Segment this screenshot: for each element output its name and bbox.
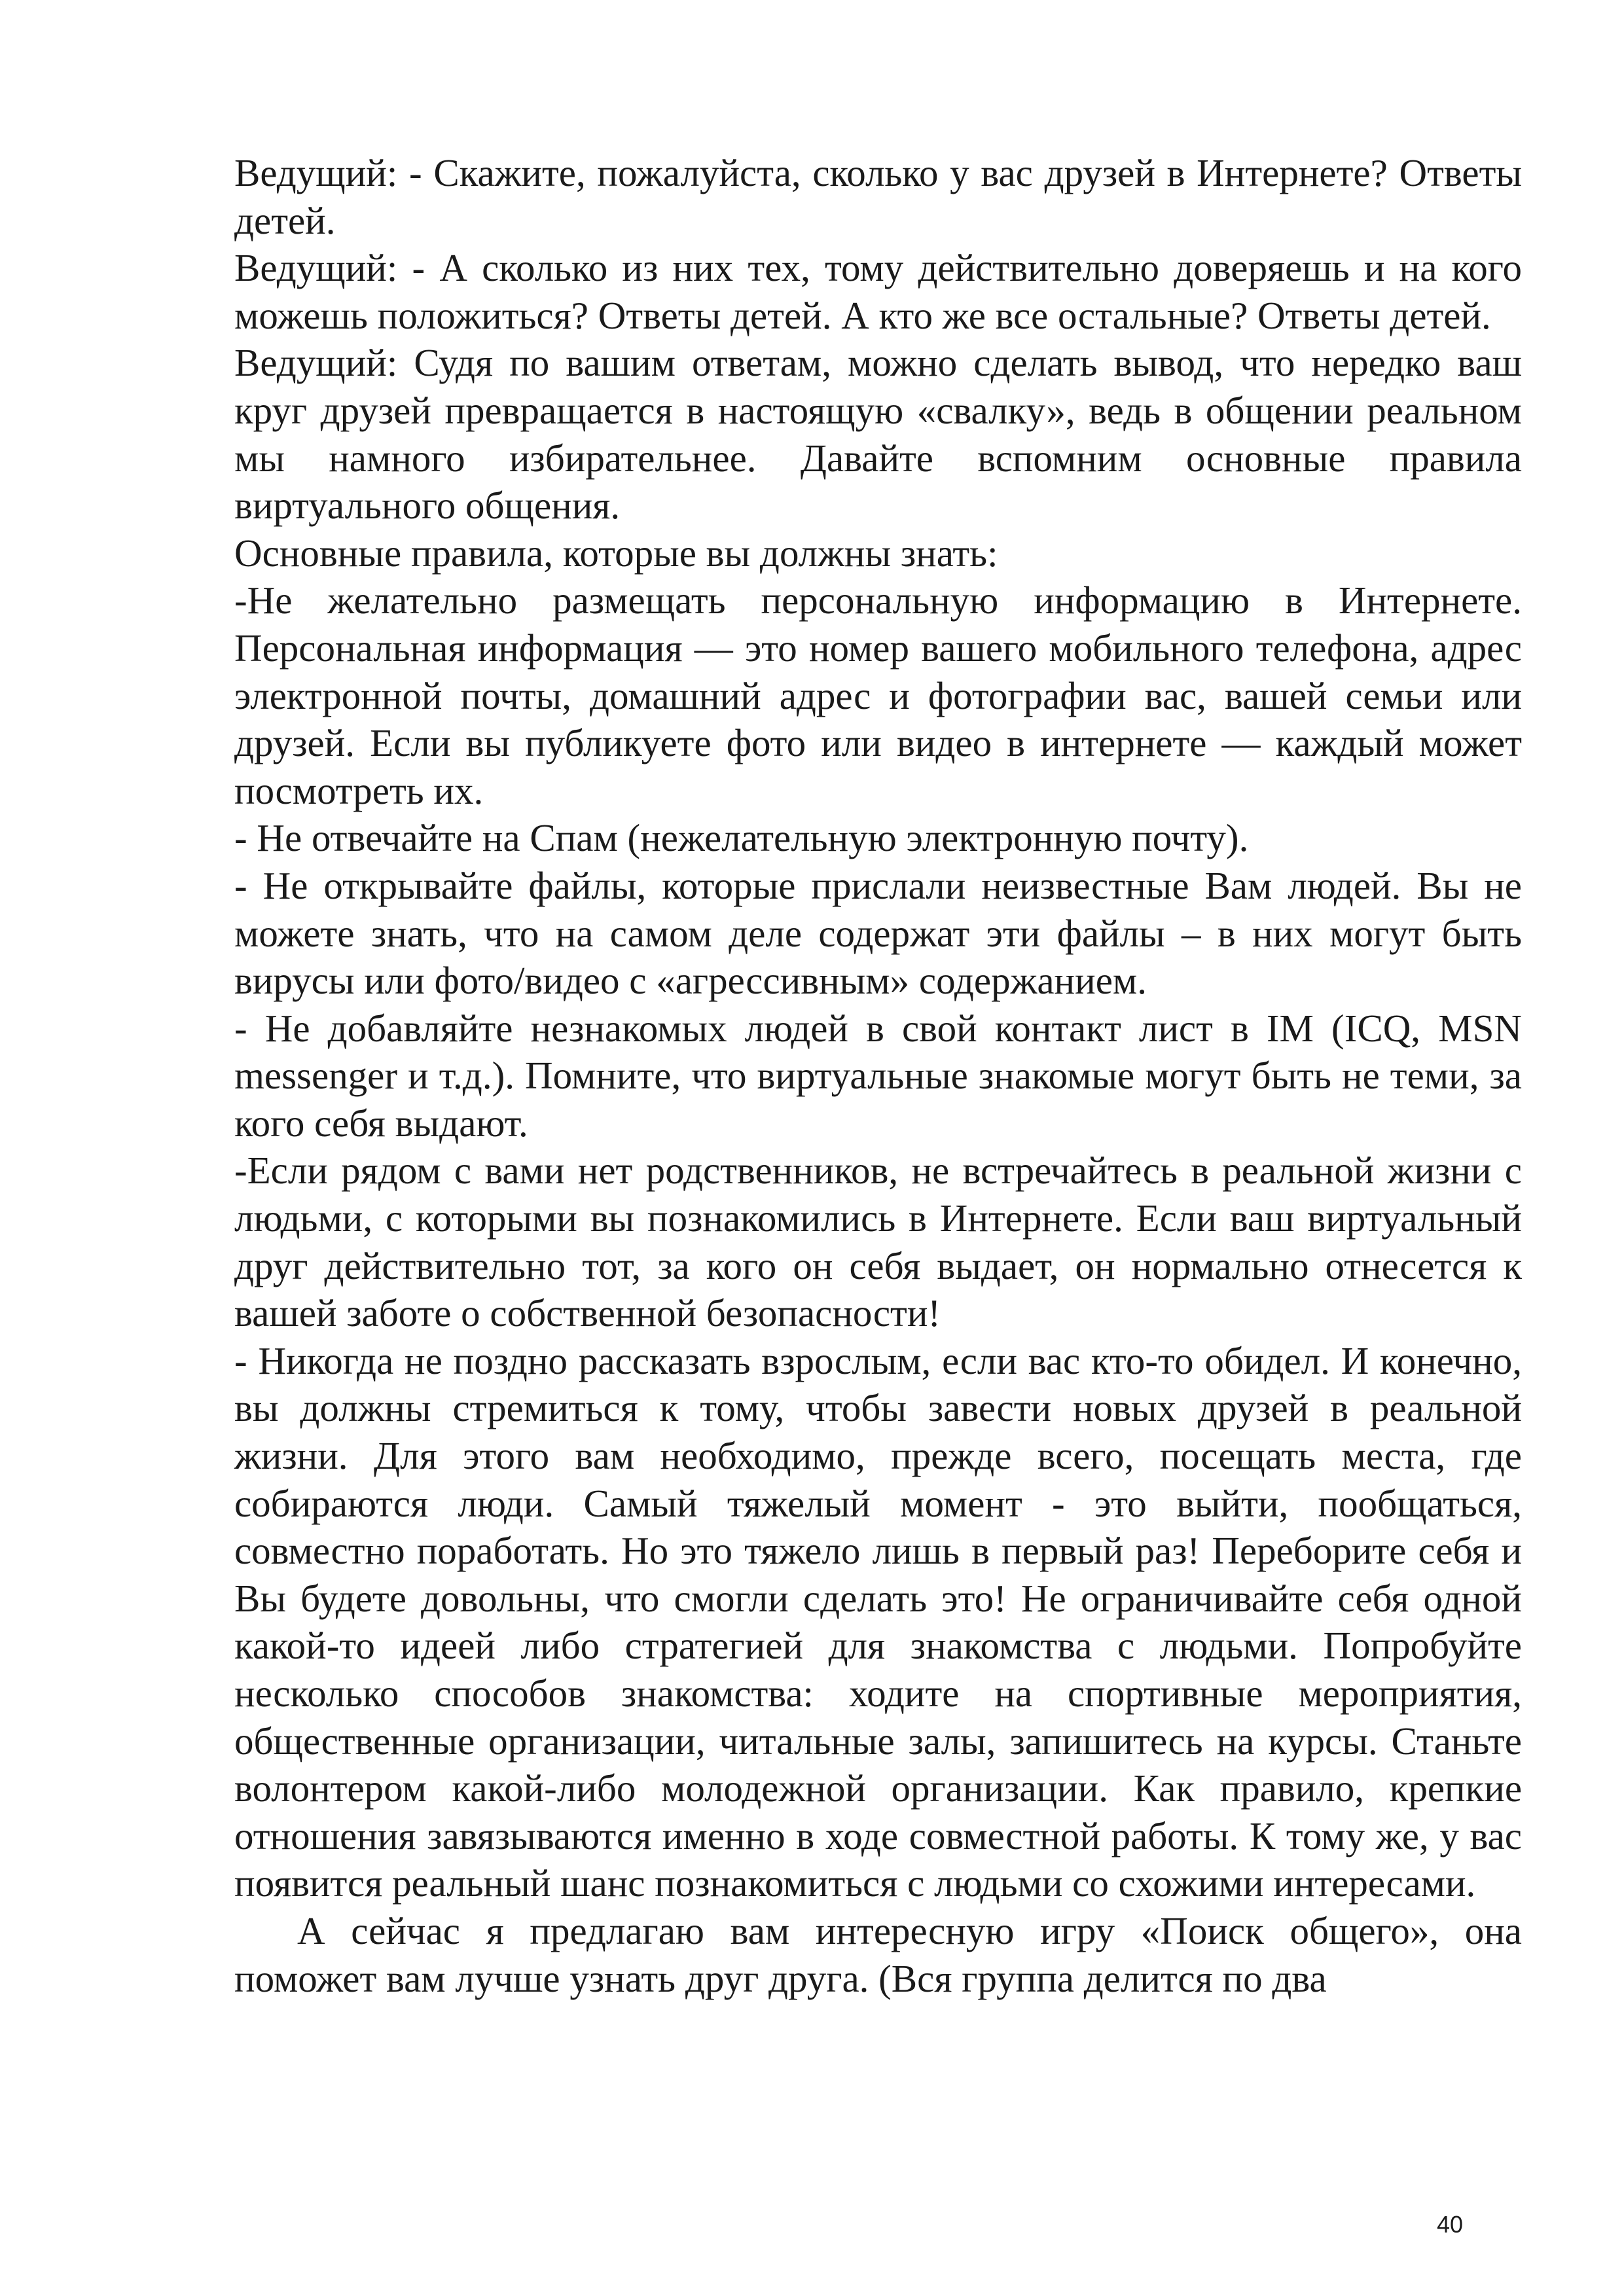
paragraph-game-intro: А сейчас я предлагаю вам интересную игру «Поиск общего», она поможет вам лучше узнать друг друга. (Вся группа делится по два xyxy=(234,1909,1522,2000)
rule-tell-adults: - Никогда не поздно рассказать взрослым, если вас кто-то обидел. И конечно, вы должны стремиться к тому, чтобы завести новых друзей в реальной жизни. Для этого вам необходимо, прежде всего, посещать места, где собираются люди. Самый тяжелый момент - это выйти, пообщаться, совместно поработать. Но это тяжело лишь в первый раз! Переборите себя и Вы будете довольны, что смогли сделать это! Не ограничивайте себя одной какой-то идеей либо стратегией для знакомства с людьми. Попробуйте несколько способов знакомства: ходите на спортивные мероприятия, общественные организации, читальные залы, запишитесь на курсы. Станьте волонтером какой-либо молодежной организации. Как правило, крепкие отношения завязываются именно в ходе совместной работы. К тому же, у вас появится реальный шанс познакомиться с людьми со схожими интересами. xyxy=(234,1338,1522,1905)
paragraph-question-friends: Ведущий: - Скажите, пожалуйста, сколько у вас друзей в Интернете? Ответы детей. xyxy=(234,151,1522,242)
rule-unknown-files: - Не открывайте файлы, которые прислали неизвестные Вам людей. Вы не можете знать, что на самом деле содержат эти файлы – в них могут быть вирусы или фото/видео с «агрессивным» содержанием. xyxy=(234,863,1522,1003)
rule-contact-list: - Не добавляйте незнакомых людей в свой контакт лист в IM (ICQ, MSN messenger и т.д.). Помните, что виртуальные знакомые могут быть не теми, за кого себя выдают. xyxy=(234,1006,1522,1145)
rule-spam: - Не отвечайте на Спам (нежелательную электронную почту). xyxy=(234,816,1249,860)
paragraph-conclusion: Ведущий: Судя по вашим ответам, можно сделать вывод, что нередко ваш круг друзей превращается в настоящую «свалку», ведь в общении реальном мы намного избирательнее. Давайте вспомним основные правила виртуального общения. xyxy=(234,341,1522,528)
rule-personal-info: -Не желательно размещать персональную информацию в Интернете. Персональная информация — это номер вашего мобильного телефона, адрес электронной почты, домашний адрес и фотографии вас, вашей семьи или друзей. Если вы публикуете фото или видео в интернете — каждый может посмотреть их. xyxy=(234,579,1522,812)
paragraph-rules-heading: Основные правила, которые вы должны знать: xyxy=(234,531,998,575)
rule-real-meetings: -Если рядом с вами нет родственников, не встречайтесь в реальной жизни с людьми, с которыми вы познакомились в Интернете. Если ваш виртуальный друг действительно тот, за кого он себя выдает, он нормально отнесется к вашей заботе о собственной безопасности! xyxy=(234,1149,1522,1335)
paragraph-question-trust: Ведущий: - А сколько из них тех, тому действительно доверяешь и на кого можешь положиться? Ответы детей. А кто же все остальные? Ответы детей. xyxy=(234,246,1522,337)
page-number: 40 xyxy=(1436,2211,1463,2238)
body-text xyxy=(234,149,1522,2002)
